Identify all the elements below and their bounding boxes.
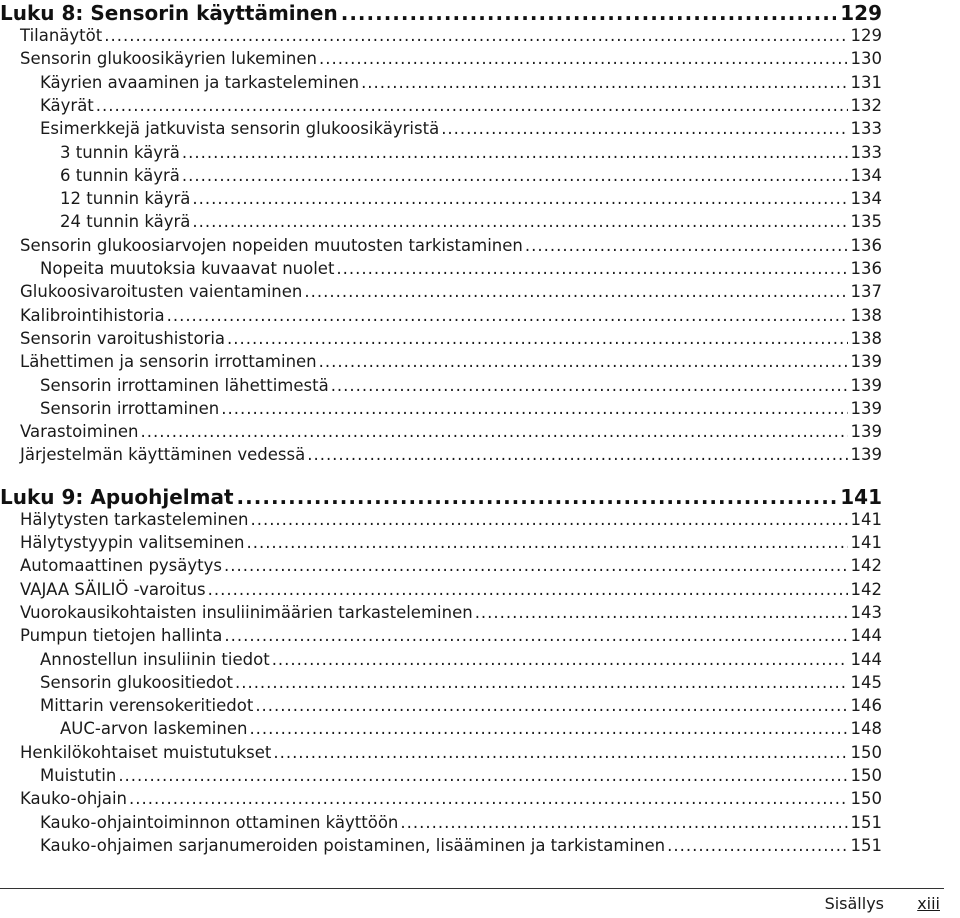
toc-entry-title: Sensorin glukoosiarvojen nopeiden muutosten tarkistaminen [20,235,523,255]
toc-entry-title: Pumpun tietojen hallinta [20,626,223,646]
toc-entry-page-number: 139 [850,398,882,418]
toc-entry-title: Kauko-ohjaimen sarjanumeroiden poistaminen, lisääminen ja tarkistaminen [40,835,666,855]
toc-entry[interactable] [20,211,882,233]
toc-entry-page-number: 141 [850,509,882,529]
toc-entry-page-number: 135 [850,212,882,232]
toc-entry-title: Kauko-ohjain [20,789,128,809]
toc-entry[interactable] [20,602,882,624]
toc-entry[interactable] [20,351,882,373]
toc-entry[interactable] [20,305,882,327]
toc-entry-title: Automaattinen pysäytys [20,556,222,576]
toc-entry-page-number: 144 [850,626,882,646]
footer-section-title: Sisällys [824,894,884,913]
dot-leader [182,165,848,187]
toc-entry[interactable] [20,695,882,717]
toc-entry-title: Annostellun insuliinin tiedot [40,649,270,669]
chapter-page-number: 141 [840,484,882,509]
toc-entry-title: Sensorin irrottaminen lähettimestä [40,375,329,395]
toc-entry-page-number: 148 [850,719,882,739]
toc-entry-page-number: 141 [850,533,882,552]
toc-entry-page-number: 150 [850,789,882,809]
dot-leader [250,509,847,531]
dot-leader [273,742,847,764]
dot-leader [96,95,848,117]
toc-entry-page-number: 132 [850,95,882,115]
toc-entry-page-number: 139 [850,445,882,465]
dot-leader [227,328,847,350]
dot-leader [129,788,847,810]
dot-leader [167,305,848,327]
dot-leader [341,0,837,26]
toc-entry-page-number: 151 [850,812,882,832]
toc-entry-title: VAJAA SÄILIÖ -varoitus [20,579,206,599]
toc-entry-title: Vuorokausikohtaisten insuliinimäärien tarkasteleminen [20,602,473,622]
toc-entry-title: Käyrät [40,95,94,115]
toc-entry[interactable] [20,165,882,187]
dot-leader [224,625,847,647]
dot-leader [192,211,847,233]
toc-entry-page-number: 136 [850,235,882,255]
toc-entry[interactable] [20,742,882,764]
toc-entry[interactable] [20,281,882,303]
toc-entry-page-number: 130 [850,49,882,69]
toc-entry-page-number: 145 [850,672,882,692]
toc-entry[interactable] [20,142,882,164]
toc-entry-page-number: 134 [850,165,882,185]
dot-leader [104,25,847,47]
toc-entry-title: Sensorin glukoositiedot [40,672,233,692]
toc-entry-title: Hälytysten tarkasteleminen [20,509,249,529]
toc-entry-title: Varastoiminen [20,422,139,442]
toc-entry[interactable] [20,25,882,47]
dot-leader [255,695,847,717]
toc-entry[interactable] [20,718,882,740]
dot-leader [246,532,847,554]
toc-entry-title: Sensorin irrottaminen [40,398,220,418]
dot-leader [182,142,848,164]
footer-divider [0,888,944,889]
dot-leader [319,351,848,373]
toc-entry-title: Sensorin glukoosikäyrien lukeminen [20,49,317,69]
dot-leader [336,258,847,280]
dot-leader [304,281,847,303]
dot-leader [224,555,848,577]
toc-entry-page-number: 143 [850,602,882,622]
toc-entry-page-number: 133 [850,119,882,139]
toc-entry[interactable] [20,835,882,857]
toc-entry[interactable] [20,672,882,694]
toc-entry[interactable] [20,188,882,210]
dot-leader [221,398,847,420]
dot-leader [361,72,847,94]
toc-entry-title: Lähettimen ja sensorin irrottaminen [20,352,317,372]
toc-entry-page-number: 137 [850,282,882,302]
footer-page-number: xiii [917,894,940,913]
dot-leader [307,444,847,466]
dot-leader [400,812,847,834]
toc-entry-title: Kalibrointihistoria [20,305,165,325]
toc-entry-page-number: 150 [850,766,882,785]
toc-entry-title: 6 tunnin käyrä [60,165,180,185]
toc-entry-title: Tilanäytöt [20,26,103,45]
chapter-page-number: 129 [840,1,882,25]
dot-leader [208,579,848,601]
toc-entry-page-number: 134 [850,189,882,209]
toc-entry[interactable] [20,812,882,834]
toc-entry-title: Järjestelmän käyttäminen vedessä [20,445,306,465]
toc-entry[interactable] [20,375,882,397]
toc-entry[interactable] [20,625,882,647]
dot-leader [118,765,847,787]
dot-leader [249,718,847,740]
toc-entry[interactable] [20,421,882,443]
dot-leader [235,672,848,694]
toc-entry[interactable] [20,788,882,810]
toc-entry[interactable] [20,444,882,466]
toc-entry-page-number: 138 [850,328,882,348]
dot-leader [525,235,848,257]
toc-entry-page-number: 144 [850,649,882,669]
toc-entry-page-number: 139 [850,422,882,442]
toc-entry[interactable] [20,509,882,531]
toc-entry[interactable] [20,48,882,70]
toc-entry-title: Käyrien avaaminen ja tarkasteleminen [40,72,360,92]
dot-leader [192,188,847,210]
toc-entry[interactable] [20,95,882,117]
toc-entry[interactable] [20,555,882,577]
toc-entry-title: Hälytystyypin valitseminen [20,533,245,552]
toc-entry-title: Esimerkkejä jatkuvista sensorin glukoosikäyristä [40,119,440,139]
toc-entry-page-number: 142 [850,579,882,599]
toc-entry[interactable] [20,118,882,140]
toc-entry-title: Mittarin verensokeritiedot [40,696,254,716]
toc-entry-title: Muistutin [40,766,117,785]
page-footer [0,894,944,916]
toc-entry[interactable] [20,328,882,350]
dot-leader [237,484,837,510]
dot-leader [319,48,848,70]
toc-entry-page-number: 150 [850,742,882,762]
toc-entry-page-number: 136 [850,259,882,278]
dot-leader [331,375,848,397]
chapter-title: Luku 9: Apuohjelmat [0,484,234,509]
toc-entry-page-number: 139 [850,352,882,372]
toc-entry-title: Nopeita muutoksia kuvaavat nuolet [40,259,335,278]
chapter-title: Luku 8: Sensorin käyttäminen [0,1,338,25]
dot-leader [140,421,847,443]
toc-entry-page-number: 142 [850,556,882,576]
toc-entry-title: Henkilökohtaiset muistutukset [20,742,272,762]
toc-entry-title: 24 tunnin käyrä [60,212,191,232]
dot-leader [272,649,848,671]
toc-entry[interactable] [20,649,882,671]
chapter-heading[interactable] [0,484,882,510]
toc-entry-page-number: 131 [850,72,882,92]
toc-entry[interactable] [20,72,882,94]
toc-entry[interactable] [20,398,882,420]
dot-leader [441,118,847,140]
toc-entry[interactable] [20,579,882,601]
toc-entry-page-number: 139 [850,375,882,395]
toc-entry-title: AUC-arvon laskeminen [60,719,248,739]
toc-entry-page-number: 151 [850,835,882,855]
toc-entry[interactable] [20,235,882,257]
toc-entry-title: Glukoosivaroitusten vaientaminen [20,282,303,302]
toc-entry-title: 12 tunnin käyrä [60,189,191,209]
chapter-heading[interactable] [0,0,882,26]
toc-entry[interactable] [20,532,882,554]
dot-leader [667,835,847,857]
toc-entry[interactable] [20,765,882,787]
dot-leader [475,602,848,624]
toc-entry-page-number: 129 [850,26,882,45]
toc-entry-page-number: 133 [850,142,882,162]
toc-entry-title: 3 tunnin käyrä [60,142,180,162]
toc-entry[interactable] [20,258,882,280]
toc-entry-page-number: 138 [850,305,882,325]
toc-entry-title: Sensorin varoitushistoria [20,328,226,348]
toc-entry-title: Kauko-ohjaintoiminnon ottaminen käyttöön [40,812,399,832]
toc-entry-page-number: 146 [850,696,882,716]
